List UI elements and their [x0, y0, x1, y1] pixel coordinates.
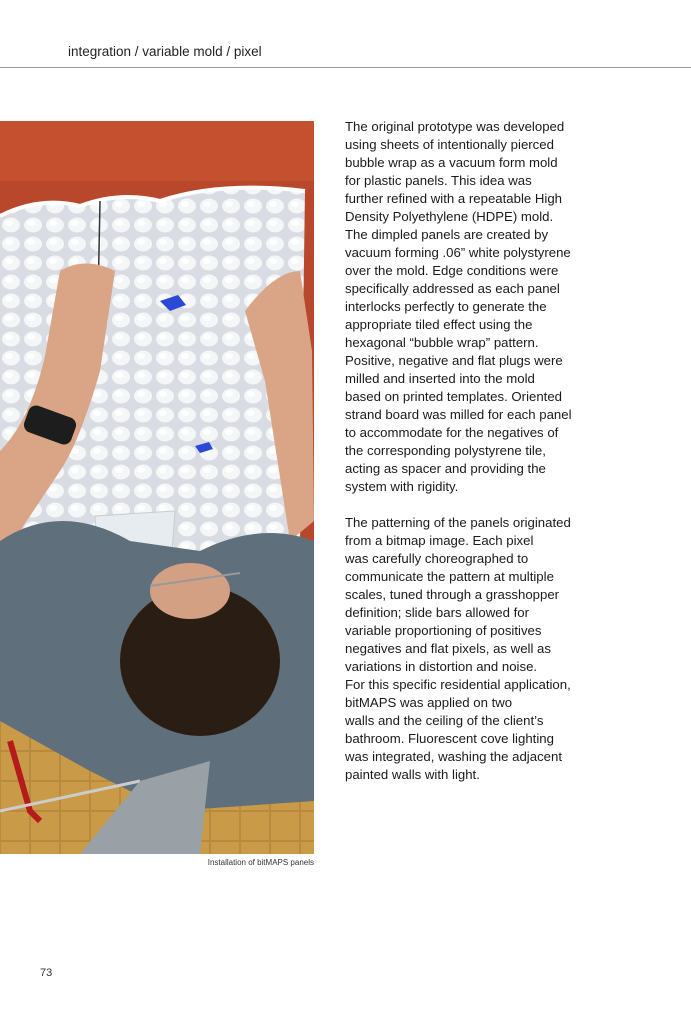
text-line: over the mold. Edge conditions were	[345, 263, 559, 278]
text-line: from a bitmap image. Each pixel	[345, 533, 534, 548]
text-line: communicate the pattern at multiple	[345, 569, 554, 584]
text-line: was carefully choreographed to	[345, 551, 529, 566]
text-line: was integrated, washing the adjacent	[345, 749, 563, 764]
text-line: For this specific residential application,	[345, 677, 571, 692]
photo-caption: Installation of bitMAPS panels	[207, 858, 314, 867]
text-line: The original prototype was developed	[345, 119, 565, 134]
text-line: strand board was milled for each panel	[345, 407, 572, 422]
running-header: integration / variable mold / pixel	[68, 44, 262, 59]
text-line: definition; slide bars allowed for	[345, 605, 529, 620]
text-line: based on printed templates. Oriented	[345, 389, 562, 404]
text-line: The patterning of the panels originated	[345, 515, 571, 530]
paragraph-patterning	[345, 514, 580, 784]
text-line: interlocks perfectly to generate the	[345, 299, 547, 314]
page-number: 73	[40, 967, 53, 979]
text-line: the corresponding polystyrene tile,	[345, 443, 546, 458]
text-line: variations in distortion and noise.	[345, 659, 538, 674]
text-line: hexagonal “bubble wrap” pattern.	[345, 335, 539, 350]
text-line: system with rigidity.	[345, 479, 459, 494]
installation-photo	[0, 121, 314, 854]
text-line: negatives and flat pixels, as well as	[345, 641, 551, 656]
header-rule	[0, 67, 691, 68]
text-line: walls and the ceiling of the client’s	[345, 713, 544, 728]
text-line: painted walls with light.	[345, 767, 480, 782]
body-text	[345, 118, 580, 802]
text-line: Positive, negative and flat plugs were	[345, 353, 563, 368]
text-line: to accommodate for the negatives of	[345, 425, 559, 440]
text-line: bathroom. Fluorescent cove lighting	[345, 731, 554, 746]
text-line: appropriate tiled effect using the	[345, 317, 533, 332]
text-line: bitMAPS was applied on two	[345, 695, 513, 710]
text-line: variable proportioning of positives	[345, 623, 542, 638]
text-line: specifically addressed as each panel	[345, 281, 560, 296]
text-line: The dimpled panels are created by	[345, 227, 549, 242]
text-line: using sheets of intentionally pierced	[345, 137, 554, 152]
text-line: Density Polyethylene (HDPE) mold.	[345, 209, 554, 224]
text-line: milled and inserted into the mold	[345, 371, 535, 386]
paragraph-prototype	[345, 118, 580, 496]
text-line: vacuum forming .06” white polystyrene	[345, 245, 571, 260]
text-line: further refined with a repeatable High	[345, 191, 562, 206]
text-line: scales, tuned through a grasshopper	[345, 587, 560, 602]
text-line: acting as spacer and providing the	[345, 461, 546, 476]
text-line: bubble wrap as a vacuum form mold	[345, 155, 558, 170]
text-line: for plastic panels. This idea was	[345, 173, 532, 188]
